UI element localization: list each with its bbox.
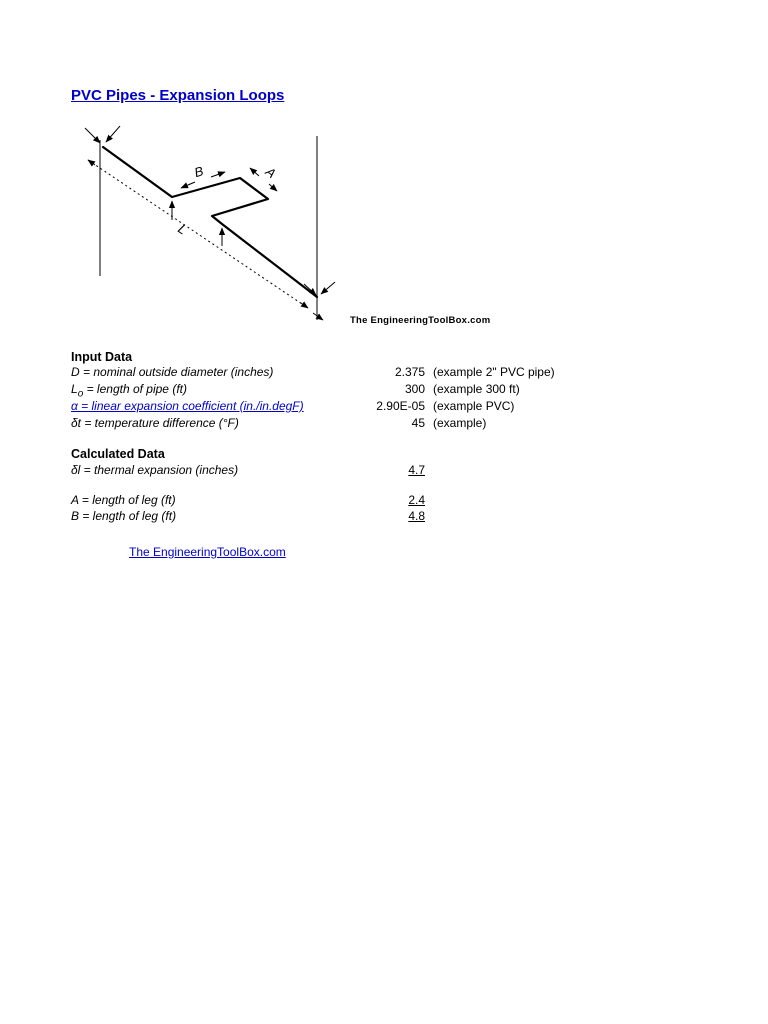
expansion-coefficient-link[interactable]: α = linear expansion coefficient (in./in.degF) bbox=[71, 399, 304, 413]
input-row-diameter bbox=[71, 364, 555, 381]
expansion-loop-drawing bbox=[73, 116, 373, 326]
calc-row-thermal-expansion bbox=[71, 462, 425, 479]
row-value: 4.7 bbox=[408, 463, 425, 477]
row-value: 4.8 bbox=[408, 509, 425, 523]
a-dimension-label: A bbox=[262, 163, 279, 182]
row-example: (example) bbox=[433, 416, 487, 430]
top-anchor-arrow-2 bbox=[106, 126, 120, 142]
bottom-anchor-arrow-3 bbox=[313, 313, 323, 320]
length-dim-arrow-end bbox=[301, 303, 308, 308]
row-label: D = nominal outside diameter (inches) bbox=[71, 365, 274, 379]
calculated-data-rows-top bbox=[71, 462, 425, 479]
row-value: 2.90E-05 bbox=[376, 399, 425, 413]
length-dimension-line bbox=[88, 160, 308, 308]
row-example: (example PVC) bbox=[433, 399, 515, 413]
row-example: (example 2" PVC pipe) bbox=[433, 365, 555, 379]
b-dim-arrow-right bbox=[211, 172, 225, 177]
a-dim-arrow-up bbox=[250, 168, 259, 176]
subscript-o: o bbox=[77, 388, 84, 400]
input-data-rows bbox=[71, 364, 555, 432]
top-anchor-arrow-1 bbox=[85, 128, 100, 143]
row-value: 300 bbox=[404, 382, 425, 396]
row-example: (example 300 ft) bbox=[433, 382, 520, 396]
input-data-heading: Input Data bbox=[71, 350, 133, 364]
page-title: PVC Pipes - Expansion Loops bbox=[71, 87, 285, 104]
row-value: 45 bbox=[411, 416, 425, 430]
calc-row-leg-b bbox=[71, 508, 425, 524]
l-dimension-label: L bbox=[175, 221, 190, 238]
input-row-temperature-difference bbox=[71, 415, 555, 432]
row-label: B = length of leg (ft) bbox=[71, 509, 177, 523]
row-value: 2.4 bbox=[408, 493, 425, 507]
engineeringtoolbox-link[interactable]: The EngineeringToolBox.com bbox=[129, 545, 286, 559]
row-value: 2.375 bbox=[394, 365, 425, 379]
calculated-data-rows-bottom bbox=[71, 492, 425, 524]
row-label: δt = temperature difference (°F) bbox=[71, 416, 239, 430]
pipe-polyline bbox=[103, 147, 317, 297]
b-dimension-label: B bbox=[192, 163, 205, 181]
calculated-data-heading: Calculated Data bbox=[71, 447, 165, 461]
diagram-caption: The EngineeringToolBox.com bbox=[350, 315, 491, 326]
expansion-loop-diagram bbox=[73, 116, 373, 326]
length-dim-arrow-start bbox=[88, 160, 95, 165]
row-label: A = length of leg (ft) bbox=[71, 493, 176, 507]
a-dim-arrow-down bbox=[269, 184, 277, 191]
row-label: δl = thermal expansion (inches) bbox=[71, 463, 239, 477]
bottom-anchor-arrow-2 bbox=[321, 282, 335, 294]
input-row-pipe-length bbox=[71, 381, 555, 398]
b-dim-arrow-left bbox=[181, 182, 195, 188]
input-row-expansion-coefficient bbox=[71, 398, 555, 415]
calc-row-leg-a bbox=[71, 492, 425, 508]
row-label: $L_o$ = length of pipe (ft) bbox=[71, 382, 187, 400]
